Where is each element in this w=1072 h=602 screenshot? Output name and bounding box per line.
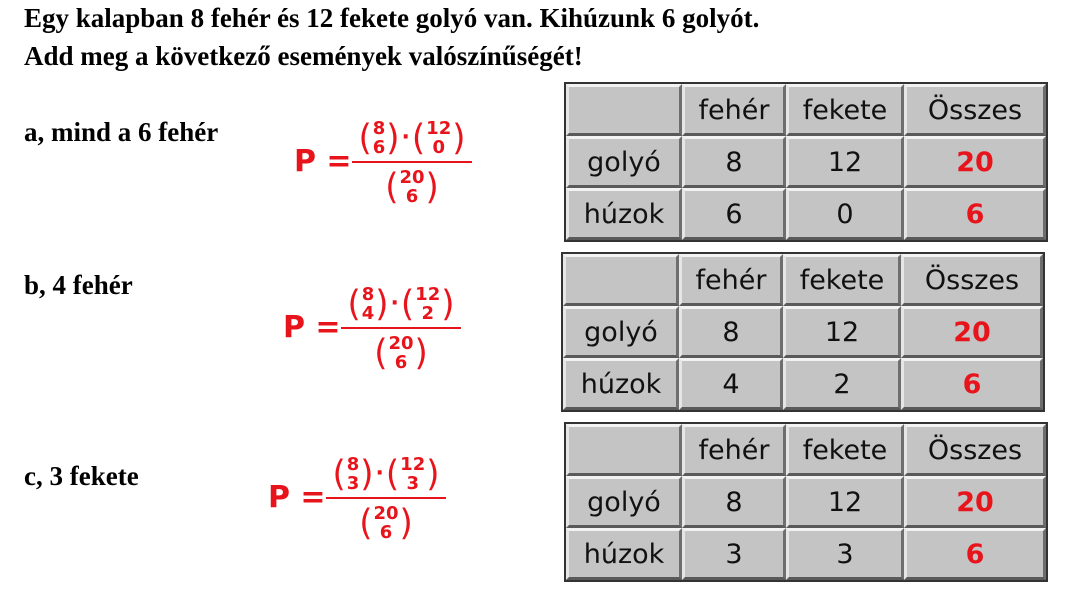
binomial-8-3: ( 8 3 )	[332, 453, 374, 495]
problem-statement-line-1: Egy kalapban 8 fehér és 12 fekete golyó van. Kihúzunk 6 golyót.	[24, 3, 760, 33]
formula-c-lhs: P =	[268, 480, 326, 515]
row-label-golyo: golyó	[566, 476, 682, 528]
formula-a-numerator	[352, 116, 472, 160]
formula-c-numerator	[326, 452, 446, 496]
formula-b-denominator	[341, 330, 461, 376]
cell-golyo-feher: 8	[682, 136, 786, 188]
binom-bottom: 6	[372, 137, 386, 158]
binom-top: 12	[400, 454, 426, 475]
problem-statement-line-2: Add meg a következő események valószínűségét!	[24, 41, 583, 71]
cell-golyo-fekete: 12	[786, 476, 904, 528]
header-fekete: fekete	[783, 254, 901, 306]
formula-c-denominator	[326, 500, 446, 546]
binomial-12-2: ( 12 2 )	[400, 283, 455, 325]
cell-golyo-fekete: 12	[783, 306, 901, 358]
binom-top: 8	[361, 284, 375, 305]
question-c-label: c, 3 fekete	[24, 461, 139, 491]
formula-a	[294, 116, 474, 212]
binom-bottom: 3	[346, 473, 360, 494]
table-corner-cell	[566, 84, 682, 136]
binomial-20-6: ( 20 6 )	[374, 332, 428, 374]
binom-bottom: 6	[405, 186, 419, 207]
row-label-huzok: húzok	[563, 358, 679, 410]
binomial-12-3: ( 12 3 )	[385, 453, 440, 495]
binomial-20-6: ( 20 6 )	[385, 166, 439, 208]
multiply-dot: ·	[375, 461, 384, 486]
header-feher: fehér	[682, 424, 786, 476]
header-feher: fehér	[679, 254, 783, 306]
header-fekete: fekete	[786, 424, 904, 476]
question-b-label: b, 4 fehér	[24, 270, 133, 300]
binom-bottom: 3	[406, 473, 419, 494]
formula-b-lhs: P =	[283, 310, 341, 345]
multiply-dot: ·	[401, 125, 410, 150]
table-b	[561, 252, 1045, 412]
binom-bottom: 6	[394, 352, 408, 373]
question-a-label: a, mind a 6 fehér	[24, 117, 219, 147]
cell-golyo-feher: 8	[682, 476, 786, 528]
formula-c-fraction	[326, 452, 446, 548]
header-osszes: Összes	[904, 424, 1046, 476]
cell-golyo-fekete: 12	[786, 136, 904, 188]
binom-top: 8	[346, 454, 360, 475]
formula-b	[283, 282, 463, 378]
cell-huzok-fekete: 2	[783, 358, 901, 410]
formula-b-fraction	[341, 282, 461, 378]
header-feher: fehér	[682, 84, 786, 136]
table-corner-cell	[566, 424, 682, 476]
table-a	[564, 82, 1048, 242]
cell-huzok-feher: 4	[679, 358, 783, 410]
cell-huzok-osszes: 6	[901, 358, 1043, 410]
binom-bottom: 6	[379, 522, 393, 543]
row-label-golyo: golyó	[563, 306, 679, 358]
cell-huzok-osszes: 6	[904, 188, 1046, 240]
fraction-bar	[352, 161, 472, 163]
binom-bottom: 0	[432, 137, 445, 158]
header-osszes: Összes	[901, 254, 1043, 306]
row-label-golyo: golyó	[566, 136, 682, 188]
multiply-dot: ·	[390, 291, 399, 316]
formula-a-fraction	[352, 116, 472, 212]
binomial-8-6: ( 8 6 )	[358, 117, 400, 159]
binomial-20-6: ( 20 6 )	[359, 502, 413, 544]
cell-golyo-feher: 8	[679, 306, 783, 358]
cell-huzok-fekete: 0	[786, 188, 904, 240]
table-c	[564, 422, 1048, 582]
fraction-bar	[341, 327, 461, 329]
cell-golyo-osszes: 20	[901, 306, 1043, 358]
binom-top: 12	[415, 284, 441, 305]
binom-top: 8	[372, 118, 386, 139]
row-label-huzok: húzok	[566, 528, 682, 580]
fraction-bar	[326, 497, 446, 499]
binom-bottom: 2	[421, 303, 434, 324]
binomial-8-4: ( 8 4 )	[347, 283, 389, 325]
header-fekete: fekete	[786, 84, 904, 136]
binom-top: 20	[388, 333, 414, 354]
binomial-12-0: ( 12 0 )	[411, 117, 466, 159]
cell-golyo-osszes: 20	[904, 476, 1046, 528]
table-corner-cell	[563, 254, 679, 306]
header-osszes: Összes	[904, 84, 1046, 136]
formula-a-lhs: P =	[294, 144, 352, 179]
cell-huzok-fekete: 3	[786, 528, 904, 580]
cell-huzok-feher: 3	[682, 528, 786, 580]
row-label-huzok: húzok	[566, 188, 682, 240]
binom-top: 12	[426, 118, 452, 139]
cell-huzok-feher: 6	[682, 188, 786, 240]
binom-bottom: 4	[361, 303, 375, 324]
binom-top: 20	[399, 167, 425, 188]
formula-b-numerator	[341, 282, 461, 326]
cell-huzok-osszes: 6	[904, 528, 1046, 580]
formula-a-denominator	[352, 164, 472, 210]
cell-golyo-osszes: 20	[904, 136, 1046, 188]
formula-c	[268, 452, 448, 548]
binom-top: 20	[373, 503, 399, 524]
